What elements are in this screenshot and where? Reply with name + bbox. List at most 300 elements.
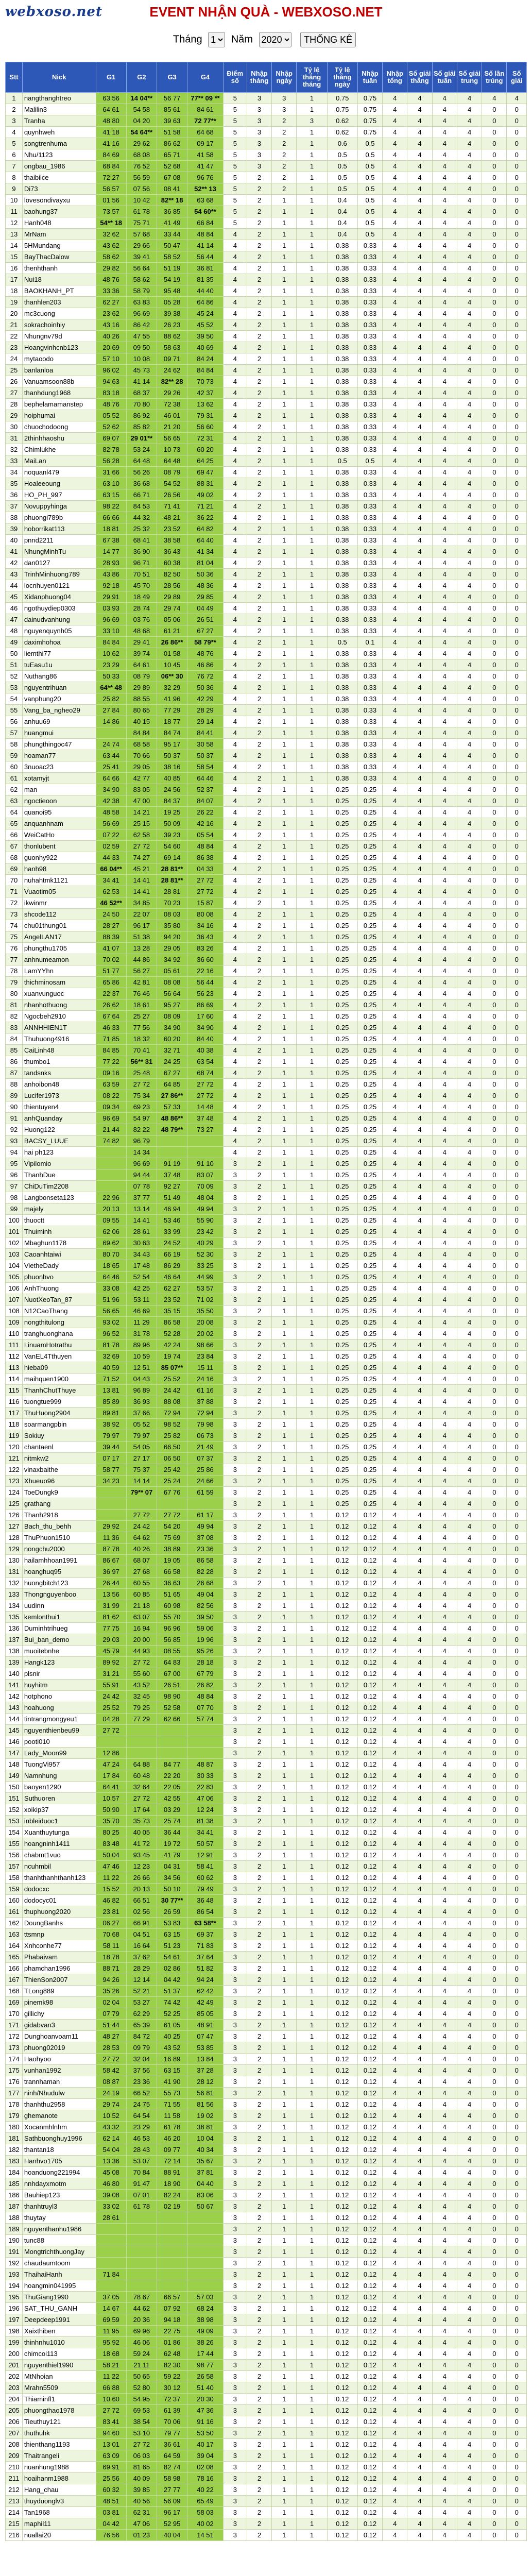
nick-cell[interactable]: 2thinhhaoshu bbox=[22, 433, 96, 444]
nick-cell[interactable]: Tranha bbox=[22, 115, 96, 127]
stat-cell: 4 bbox=[383, 614, 407, 625]
stat-cell: 0.12 bbox=[357, 2246, 382, 2258]
nick-cell[interactable]: Xnhconhe77 bbox=[22, 1940, 96, 1952]
nick-cell[interactable]: Thuiminh bbox=[22, 1226, 96, 1238]
nick-cell[interactable]: CaiLinh48 bbox=[22, 1045, 96, 1056]
prediction-cell: 06** 30 bbox=[157, 671, 187, 682]
nick-cell[interactable]: sokrachoinhiy bbox=[22, 319, 96, 331]
statistics-button[interactable]: THỐNG KÊ bbox=[300, 32, 356, 47]
nick-cell[interactable]: quynhweh bbox=[22, 127, 96, 138]
nick-cell[interactable]: noquanl479 bbox=[22, 467, 96, 478]
nick-cell[interactable]: inbleiduoc1 bbox=[22, 1816, 96, 1827]
table-row bbox=[6, 1351, 527, 1362]
nick-cell[interactable]: bephelamamanstep bbox=[22, 399, 96, 410]
stat-cell: 2 bbox=[247, 2110, 271, 2122]
nick-cell[interactable]: guonhy922 bbox=[22, 852, 96, 863]
nick-cell[interactable]: nguyenthiel1990 bbox=[22, 2360, 96, 2371]
nick-cell[interactable]: hoanghuq95 bbox=[22, 1566, 96, 1578]
nick-cell[interactable]: Thongnguyenboo bbox=[22, 1589, 96, 1600]
nick-cell[interactable]: BAOKHANH_PT bbox=[22, 285, 96, 297]
nick-cell[interactable]: dan0127 bbox=[22, 557, 96, 569]
nick-cell[interactable]: VanEL4Tthuyen bbox=[22, 1351, 96, 1362]
nick-cell[interactable]: Thanh2918 bbox=[22, 1510, 96, 1521]
nick-cell[interactable]: Lucifer1973 bbox=[22, 1090, 96, 1101]
nick-cell[interactable]: xotamyjt bbox=[22, 773, 96, 784]
nick-cell[interactable]: Mrahn5509 bbox=[22, 2382, 96, 2394]
stat-cell: 4 bbox=[383, 977, 407, 988]
nick-cell[interactable]: ThanhChutThuye bbox=[22, 1385, 96, 1396]
stat-cell: 4 bbox=[407, 206, 432, 217]
nick-cell[interactable]: nguyenthanhu1986 bbox=[22, 2224, 96, 2235]
nick-cell[interactable]: anhoibon48 bbox=[22, 1079, 96, 1090]
stat-cell: 0 bbox=[507, 591, 527, 603]
nick-cell[interactable]: Deepdeep1991 bbox=[22, 2314, 96, 2326]
nick-cell[interactable]: thientuyen4 bbox=[22, 1101, 96, 1113]
nick-cell[interactable]: Hanhvo1705 bbox=[22, 2156, 96, 2167]
stat-cell: 0.25 bbox=[357, 1464, 382, 1476]
column-header: Số giải trung bbox=[457, 62, 482, 93]
nick-cell[interactable]: hai ph123 bbox=[22, 1147, 96, 1158]
nick-cell[interactable]: BACSY_LUUE bbox=[22, 1136, 96, 1147]
nick-cell[interactable]: Phabaivam bbox=[22, 1952, 96, 1963]
nick-cell[interactable]: vunhan1992 bbox=[22, 2065, 96, 2076]
stat-cell: 4 bbox=[383, 2292, 407, 2303]
rank-cell: 81 bbox=[6, 999, 23, 1011]
stat-cell: 0.12 bbox=[357, 1612, 382, 1623]
nick-cell[interactable]: thanhtruyl3 bbox=[22, 2201, 96, 2212]
nick-cell[interactable]: nangthanghtreo bbox=[22, 93, 96, 104]
nick-cell[interactable]: xoikip37 bbox=[22, 1804, 96, 1816]
nick-cell[interactable]: chuochodoong bbox=[22, 421, 96, 433]
stat-cell: 4 bbox=[407, 1997, 432, 2008]
nick-cell[interactable]: Di73 bbox=[22, 183, 96, 195]
nick-cell[interactable]: thienthang1193 bbox=[22, 2439, 96, 2450]
nick-cell[interactable]: hoiphumai bbox=[22, 410, 96, 421]
stat-cell: 1 bbox=[272, 1600, 297, 1612]
nick-cell[interactable]: anhQuanday bbox=[22, 1113, 96, 1124]
nick-cell[interactable]: thanhthanhthanh123 bbox=[22, 1872, 96, 1884]
nick-cell[interactable]: ikwinmr bbox=[22, 897, 96, 909]
nick-cell[interactable]: ttsmnp bbox=[22, 1929, 96, 1940]
stat-cell: 4 bbox=[457, 2099, 482, 2110]
nick-cell[interactable]: Thiaminfl1 bbox=[22, 2394, 96, 2405]
nick-cell[interactable]: hoangmin041995 bbox=[22, 2280, 96, 2292]
nick-cell[interactable]: gillichy bbox=[22, 2008, 96, 2020]
nick-cell[interactable]: TrinhMinhuong789 bbox=[22, 569, 96, 580]
nick-cell[interactable]: tuongtue999 bbox=[22, 1396, 96, 1408]
nick-cell[interactable]: nhanhothuong bbox=[22, 999, 96, 1011]
nick-cell[interactable]: N12CaoThang bbox=[22, 1306, 96, 1317]
nick-cell[interactable]: tandsnks bbox=[22, 1067, 96, 1079]
prediction-cell: 38 26 bbox=[187, 2337, 224, 2348]
nick-cell[interactable]: AnhThuong bbox=[22, 1283, 96, 1294]
nick-cell[interactable]: ThuPhuon1510 bbox=[22, 1532, 96, 1544]
prediction-cell: 36 22 bbox=[187, 512, 224, 523]
nick-cell[interactable]: thenhthanh bbox=[22, 263, 96, 274]
nick-cell[interactable]: anhuu69 bbox=[22, 716, 96, 727]
nick-cell[interactable]: baoyen1290 bbox=[22, 1782, 96, 1793]
nick-cell[interactable]: ngothuydiep0303 bbox=[22, 603, 96, 614]
nick-cell[interactable]: thuthuhk bbox=[22, 2428, 96, 2439]
nick-cell[interactable]: Hang_chau bbox=[22, 2484, 96, 2496]
nick-cell[interactable]: trannhaman bbox=[22, 2076, 96, 2088]
nick-cell[interactable]: Bauhiep123 bbox=[22, 2190, 96, 2201]
nick-cell[interactable]: DoungBanhs bbox=[22, 1918, 96, 1929]
year-select[interactable] bbox=[259, 32, 291, 47]
nick-cell[interactable]: Bach_thu_behh bbox=[22, 1521, 96, 1532]
nick-cell[interactable]: Thuhuong4916 bbox=[22, 1033, 96, 1045]
nick-cell[interactable]: Lady_Moon99 bbox=[22, 1748, 96, 1759]
nick-cell[interactable]: Suthuoren bbox=[22, 1793, 96, 1804]
nick-cell[interactable]: majely bbox=[22, 1204, 96, 1215]
nick-cell[interactable]: hoahuong bbox=[22, 1702, 96, 1714]
nick-cell[interactable]: dainudvanhung bbox=[22, 614, 96, 625]
nick-cell[interactable]: huyhitm bbox=[22, 1680, 96, 1691]
nick-cell[interactable]: hoborrikat113 bbox=[22, 523, 96, 535]
stat-cell: 1 bbox=[272, 2190, 297, 2201]
nick-cell[interactable]: thanhthu2958 bbox=[22, 2099, 96, 2110]
nick-cell[interactable]: LinuamHotrathu bbox=[22, 1340, 96, 1351]
nick-cell[interactable]: HO_PH_997 bbox=[22, 489, 96, 501]
stat-cell: 2 bbox=[247, 2394, 271, 2405]
nick-cell[interactable]: hoanduong221994 bbox=[22, 2167, 96, 2178]
nick-cell[interactable]: Vang_ba_ngheo29 bbox=[22, 705, 96, 716]
month-select[interactable] bbox=[208, 32, 225, 47]
nick-cell[interactable]: phuong02019 bbox=[22, 2042, 96, 2054]
nick-cell[interactable]: thanhdung1968 bbox=[22, 387, 96, 399]
rank-cell: 57 bbox=[6, 727, 23, 739]
nick-cell[interactable]: VietheDady bbox=[22, 1260, 96, 1272]
stat-cell: 0 bbox=[507, 240, 527, 251]
nick-cell[interactable]: 5HMundang bbox=[22, 240, 96, 251]
nick-cell[interactable]: nguyentrihuan bbox=[22, 682, 96, 693]
stat-cell: 1 bbox=[272, 376, 297, 387]
nick-cell[interactable]: TLong889 bbox=[22, 1986, 96, 1997]
nick-cell[interactable]: locnhuyen0121 bbox=[22, 580, 96, 591]
table-header-row bbox=[6, 62, 527, 93]
stat-cell: 2 bbox=[247, 909, 271, 920]
nick-cell[interactable]: WeiCatHo bbox=[22, 829, 96, 841]
nick-cell[interactable]: MrNam bbox=[22, 229, 96, 240]
nick-cell[interactable]: vanphung20 bbox=[22, 693, 96, 705]
site-logo[interactable]: webxoso.net bbox=[5, 4, 102, 20]
nick-cell[interactable]: Novuppyhinga bbox=[22, 501, 96, 512]
nick-cell[interactable]: Malilin3 bbox=[22, 104, 96, 115]
nick-cell[interactable]: Vipilomio bbox=[22, 1158, 96, 1170]
nick-cell[interactable]: hotphono bbox=[22, 1691, 96, 1702]
stat-cell: 4 bbox=[457, 1986, 482, 1997]
prediction-cell: 48 87 bbox=[187, 1759, 224, 1770]
stat-cell: 4 bbox=[457, 2269, 482, 2280]
stat-cell: 0.12 bbox=[327, 1702, 357, 1714]
stat-cell: 0 bbox=[482, 1045, 507, 1056]
nick-cell[interactable]: thuyduonglv3 bbox=[22, 2496, 96, 2507]
nick-cell[interactable]: thuytay bbox=[22, 2212, 96, 2224]
nick-cell[interactable]: Sathbuonghuy1996 bbox=[22, 2133, 96, 2144]
nick-cell[interactable]: tranghuonghana bbox=[22, 1328, 96, 1340]
nick-cell[interactable]: thumbo1 bbox=[22, 1056, 96, 1067]
nick-cell[interactable]: maphil11 bbox=[22, 2518, 96, 2530]
nick-cell[interactable]: Thaitrangeli bbox=[22, 2450, 96, 2462]
nick-cell[interactable]: thichminosam bbox=[22, 977, 96, 988]
nick-cell[interactable]: thuphuong2020 bbox=[22, 1906, 96, 1918]
nick-cell[interactable]: Hoangvinhcnb123 bbox=[22, 342, 96, 353]
nick-cell[interactable]: thonlubent bbox=[22, 841, 96, 852]
nick-cell[interactable]: ngoctieoon bbox=[22, 795, 96, 807]
nick-cell[interactable]: BayThacDalow bbox=[22, 251, 96, 263]
stat-cell: 4 bbox=[383, 1033, 407, 1045]
nick-cell[interactable]: Tan1968 bbox=[22, 2507, 96, 2518]
nick-cell[interactable]: muoitebnhe bbox=[22, 1646, 96, 1657]
nick-cell[interactable]: pooti010 bbox=[22, 1736, 96, 1748]
nick-cell[interactable]: hoaihanm1988 bbox=[22, 2473, 96, 2484]
nick-cell[interactable]: Hangk123 bbox=[22, 1657, 96, 1668]
nick-cell[interactable]: Xhueuo96 bbox=[22, 1476, 96, 1487]
stat-cell: 0.33 bbox=[357, 342, 382, 353]
prediction-cell: 14 14 bbox=[126, 1476, 157, 1487]
stat-cell: 4 bbox=[383, 1725, 407, 1736]
nick-cell[interactable]: phungthingoc47 bbox=[22, 739, 96, 750]
stat-cell: 2 bbox=[247, 308, 271, 319]
stat-cell: 4 bbox=[407, 1033, 432, 1045]
prediction-cell: 58 42 bbox=[96, 2065, 126, 2076]
nick-cell[interactable]: grathang bbox=[22, 1498, 96, 1510]
nick-cell[interactable]: hanh98 bbox=[22, 863, 96, 875]
nick-cell[interactable]: Nhungnv79d bbox=[22, 331, 96, 342]
nick-cell[interactable]: pnnd2211 bbox=[22, 535, 96, 546]
nick-cell[interactable]: NhungMinhTu bbox=[22, 546, 96, 557]
nick-cell[interactable]: ThuHuong2904 bbox=[22, 1408, 96, 1419]
nick-cell[interactable]: uudinn bbox=[22, 1600, 96, 1612]
stat-cell: 0.25 bbox=[357, 1226, 382, 1238]
nick-cell[interactable]: nuanhung1988 bbox=[22, 2462, 96, 2473]
nick-cell[interactable]: thantan18 bbox=[22, 2144, 96, 2156]
prediction-cell: 10 57 bbox=[96, 1793, 126, 1804]
nick-cell[interactable]: Xocanmhlnhm bbox=[22, 2122, 96, 2133]
nick-cell[interactable]: Nhu/1123 bbox=[22, 149, 96, 161]
nick-cell[interactable]: nitmkw2 bbox=[22, 1453, 96, 1464]
nick-cell[interactable]: MongtrichthuongJay bbox=[22, 2246, 96, 2258]
table-row bbox=[6, 1045, 527, 1056]
nick-cell[interactable]: MaiLan bbox=[22, 455, 96, 467]
stat-cell: 0 bbox=[482, 1385, 507, 1396]
nick-cell[interactable]: hoaman77 bbox=[22, 750, 96, 761]
nick-cell[interactable]: soarmangpbin bbox=[22, 1419, 96, 1430]
nick-cell[interactable]: Nui18 bbox=[22, 274, 96, 285]
nick-cell[interactable]: tintrangmongyeu1 bbox=[22, 1714, 96, 1725]
nick-cell[interactable]: ghemanote bbox=[22, 2110, 96, 2122]
nick-cell[interactable]: quanoi95 bbox=[22, 807, 96, 818]
nick-cell[interactable]: phuongthao1978 bbox=[22, 2405, 96, 2416]
stat-cell: 0 bbox=[507, 1272, 527, 1283]
nick-cell[interactable]: Chimlukhe bbox=[22, 444, 96, 455]
stat-cell: 4 bbox=[432, 1623, 457, 1634]
rank-cell: 114 bbox=[6, 1374, 23, 1385]
stat-cell: 0 bbox=[507, 251, 527, 263]
stat-cell: 4 bbox=[457, 1453, 482, 1464]
nick-cell[interactable]: Hoaleeoung bbox=[22, 478, 96, 489]
nick-cell[interactable]: ChiDuTim2208 bbox=[22, 1181, 96, 1192]
nick-cell[interactable]: ThienSon2007 bbox=[22, 1974, 96, 1986]
nick-cell[interactable]: daximhohoa bbox=[22, 637, 96, 648]
prediction-cell: 64 48 bbox=[157, 455, 187, 467]
prediction-cell: 33 02 bbox=[96, 2201, 126, 2212]
nick-cell[interactable]: Haohyoo bbox=[22, 2054, 96, 2065]
nick-cell[interactable]: SAT_THU_GANH bbox=[22, 2303, 96, 2314]
table-row bbox=[6, 342, 527, 353]
table-row bbox=[6, 2008, 527, 2020]
prediction-cell: 10 04 bbox=[187, 2133, 224, 2144]
nick-cell[interactable]: gidabvan3 bbox=[22, 2020, 96, 2031]
nick-cell[interactable]: Hanh048 bbox=[22, 217, 96, 229]
nick-cell[interactable]: ncuhmbil bbox=[22, 1861, 96, 1872]
nick-cell[interactable]: ninh/Nhudulw bbox=[22, 2088, 96, 2099]
nick-cell[interactable]: Xidanphuong04 bbox=[22, 591, 96, 603]
nick-cell[interactable]: lovesondivayxu bbox=[22, 195, 96, 206]
nick-cell[interactable]: Sokiuy bbox=[22, 1430, 96, 1442]
nick-cell[interactable]: chu01thung01 bbox=[22, 920, 96, 931]
nick-cell[interactable]: thanhlen203 bbox=[22, 297, 96, 308]
nick-cell[interactable]: AngelLAN17 bbox=[22, 931, 96, 943]
nick-cell[interactable]: shcode112 bbox=[22, 909, 96, 920]
stat-cell: 4 bbox=[457, 2518, 482, 2530]
nick-cell[interactable]: Nuthang86 bbox=[22, 671, 96, 682]
stat-cell: 4 bbox=[407, 2473, 432, 2484]
stat-cell: 1 bbox=[297, 965, 327, 977]
nick-cell[interactable]: chimcoi113 bbox=[22, 2348, 96, 2360]
stat-cell: 0.25 bbox=[327, 1147, 357, 1158]
nick-cell[interactable]: Xuanthuytunga bbox=[22, 1827, 96, 1838]
nick-cell[interactable]: phungthu1705 bbox=[22, 943, 96, 954]
nick-cell[interactable]: thuoctt bbox=[22, 1215, 96, 1226]
nick-cell[interactable]: anquanhnam bbox=[22, 818, 96, 829]
stat-cell: 4 bbox=[383, 1600, 407, 1612]
nick-cell[interactable]: Tieuthuy121 bbox=[22, 2416, 96, 2428]
nick-cell[interactable]: ThaihaiHanh bbox=[22, 2269, 96, 2280]
nick-cell[interactable]: plsnir bbox=[22, 1668, 96, 1680]
prediction-cell: 64 54 bbox=[126, 2110, 157, 2122]
nick-cell[interactable]: huangmui bbox=[22, 727, 96, 739]
nick-cell[interactable]: Bui_ban_demo bbox=[22, 1634, 96, 1646]
nick-cell[interactable]: LamYYhn bbox=[22, 965, 96, 977]
nick-cell[interactable]: hoangninh1411 bbox=[22, 1838, 96, 1850]
stat-cell: 2 bbox=[247, 1770, 271, 1782]
nick-cell[interactable]: tunc88 bbox=[22, 2235, 96, 2246]
nick-cell[interactable]: Vuaotim05 bbox=[22, 886, 96, 897]
stat-cell: 4 bbox=[383, 2473, 407, 2484]
prediction-cell: 22 05 bbox=[157, 1782, 187, 1793]
nick-cell[interactable]: huongbitch123 bbox=[22, 1578, 96, 1589]
stat-cell: 4 bbox=[432, 467, 457, 478]
nick-cell[interactable]: 3nuoac23 bbox=[22, 761, 96, 773]
nick-cell[interactable]: nongthitulong bbox=[22, 1317, 96, 1328]
nick-cell[interactable]: Vanuamsoon88b bbox=[22, 376, 96, 387]
stat-cell: 4 bbox=[457, 2405, 482, 2416]
table-row bbox=[6, 977, 527, 988]
nick-cell[interactable]: ThuGiang1990 bbox=[22, 2292, 96, 2303]
nick-cell[interactable]: NuotXeoTan_87 bbox=[22, 1294, 96, 1306]
nick-cell[interactable]: maihquen1900 bbox=[22, 1374, 96, 1385]
nick-cell[interactable]: man bbox=[22, 784, 96, 795]
nick-cell[interactable]: nguyenquynh05 bbox=[22, 625, 96, 637]
nick-cell[interactable]: hailamhhoan1991 bbox=[22, 1555, 96, 1566]
nick-cell[interactable]: ToeDungk9 bbox=[22, 1487, 96, 1498]
nick-cell[interactable]: mytaoodo bbox=[22, 353, 96, 365]
prediction-cell: 57 10 bbox=[96, 353, 126, 365]
stat-cell: 4 bbox=[383, 1736, 407, 1748]
nick-cell[interactable]: hieba09 bbox=[22, 1362, 96, 1374]
nick-cell[interactable]: ThanhDue bbox=[22, 1170, 96, 1181]
nick-cell[interactable]: Namnhung bbox=[22, 1770, 96, 1782]
nick-cell[interactable]: thaibilce bbox=[22, 172, 96, 183]
prediction-cell: 14 34 bbox=[126, 1147, 157, 1158]
nick-cell[interactable]: mc3cuong bbox=[22, 308, 96, 319]
nick-cell[interactable]: dodocyc01 bbox=[22, 1895, 96, 1906]
nick-cell[interactable]: baohung37 bbox=[22, 206, 96, 217]
rank-cell: 21 bbox=[6, 319, 23, 331]
nick-cell[interactable]: Langbonseta123 bbox=[22, 1192, 96, 1204]
stat-cell: 1 bbox=[297, 1079, 327, 1090]
nick-cell[interactable]: ongbau_1986 bbox=[22, 161, 96, 172]
nick-cell[interactable]: Duminhtrihueg bbox=[22, 1623, 96, 1634]
stat-cell: 3 bbox=[223, 1260, 247, 1272]
nick-cell[interactable]: chantaenl bbox=[22, 1442, 96, 1453]
stat-cell: 4 bbox=[407, 1918, 432, 1929]
prediction-cell bbox=[157, 1748, 187, 1759]
stat-cell: 4 bbox=[383, 2326, 407, 2337]
nick-cell[interactable]: nongchu2000 bbox=[22, 1544, 96, 1555]
nick-cell[interactable]: ANNHHIEN1T bbox=[22, 1022, 96, 1033]
stat-cell: 4 bbox=[432, 2360, 457, 2371]
nick-cell[interactable]: dodocxc bbox=[22, 1884, 96, 1895]
nick-cell[interactable]: pinemk98 bbox=[22, 1997, 96, 2008]
prediction-cell: 94 18 bbox=[157, 2314, 187, 2326]
nick-cell[interactable]: kemlonthui1 bbox=[22, 1612, 96, 1623]
nick-cell[interactable]: nguyenthienbeu99 bbox=[22, 1725, 96, 1736]
nick-cell[interactable]: Dunghoanvoam11 bbox=[22, 2031, 96, 2042]
nick-cell[interactable]: phamchan1996 bbox=[22, 1963, 96, 1974]
nick-cell[interactable]: chabmt1vuo bbox=[22, 1850, 96, 1861]
nick-cell[interactable]: songtrenhuma bbox=[22, 138, 96, 149]
nick-cell[interactable]: nuhahtmk1121 bbox=[22, 875, 96, 886]
stat-cell: 2 bbox=[247, 1249, 271, 1260]
nick-cell[interactable]: vinaxbaithe bbox=[22, 1464, 96, 1476]
nick-cell[interactable]: MtNhoian bbox=[22, 2371, 96, 2382]
nick-cell[interactable]: xuanvunguoc bbox=[22, 988, 96, 999]
rank-cell: 2 bbox=[6, 104, 23, 115]
stat-cell: 1 bbox=[297, 761, 327, 773]
nick-cell[interactable]: Mbaghun1178 bbox=[22, 1238, 96, 1249]
nick-cell[interactable]: Caoanhtaiwi bbox=[22, 1249, 96, 1260]
nick-cell[interactable]: thinhnhu1010 bbox=[22, 2337, 96, 2348]
nick-cell[interactable]: chaudaumtoom bbox=[22, 2258, 96, 2269]
nick-cell[interactable]: nnhdayxmotm bbox=[22, 2178, 96, 2190]
nick-cell[interactable]: Huong122 bbox=[22, 1124, 96, 1136]
nick-cell[interactable]: TuongVi957 bbox=[22, 1759, 96, 1770]
nick-cell[interactable]: anhnumeamon bbox=[22, 954, 96, 965]
stat-cell: 1 bbox=[297, 1884, 327, 1895]
nick-cell[interactable]: nuallai20 bbox=[22, 2530, 96, 2541]
prediction-cell: 96 02 bbox=[96, 365, 126, 376]
nick-cell[interactable]: liemthi77 bbox=[22, 648, 96, 659]
nick-cell[interactable]: Ngocbeh2910 bbox=[22, 1011, 96, 1022]
nick-cell[interactable]: phuongi789b bbox=[22, 512, 96, 523]
nick-cell[interactable]: banlanloa bbox=[22, 365, 96, 376]
nick-cell[interactable]: tuEasu1u bbox=[22, 659, 96, 671]
nick-cell[interactable]: Xaixthiben bbox=[22, 2326, 96, 2337]
nick-cell[interactable]: phuonhvo bbox=[22, 1272, 96, 1283]
stat-cell: 1 bbox=[272, 1272, 297, 1283]
